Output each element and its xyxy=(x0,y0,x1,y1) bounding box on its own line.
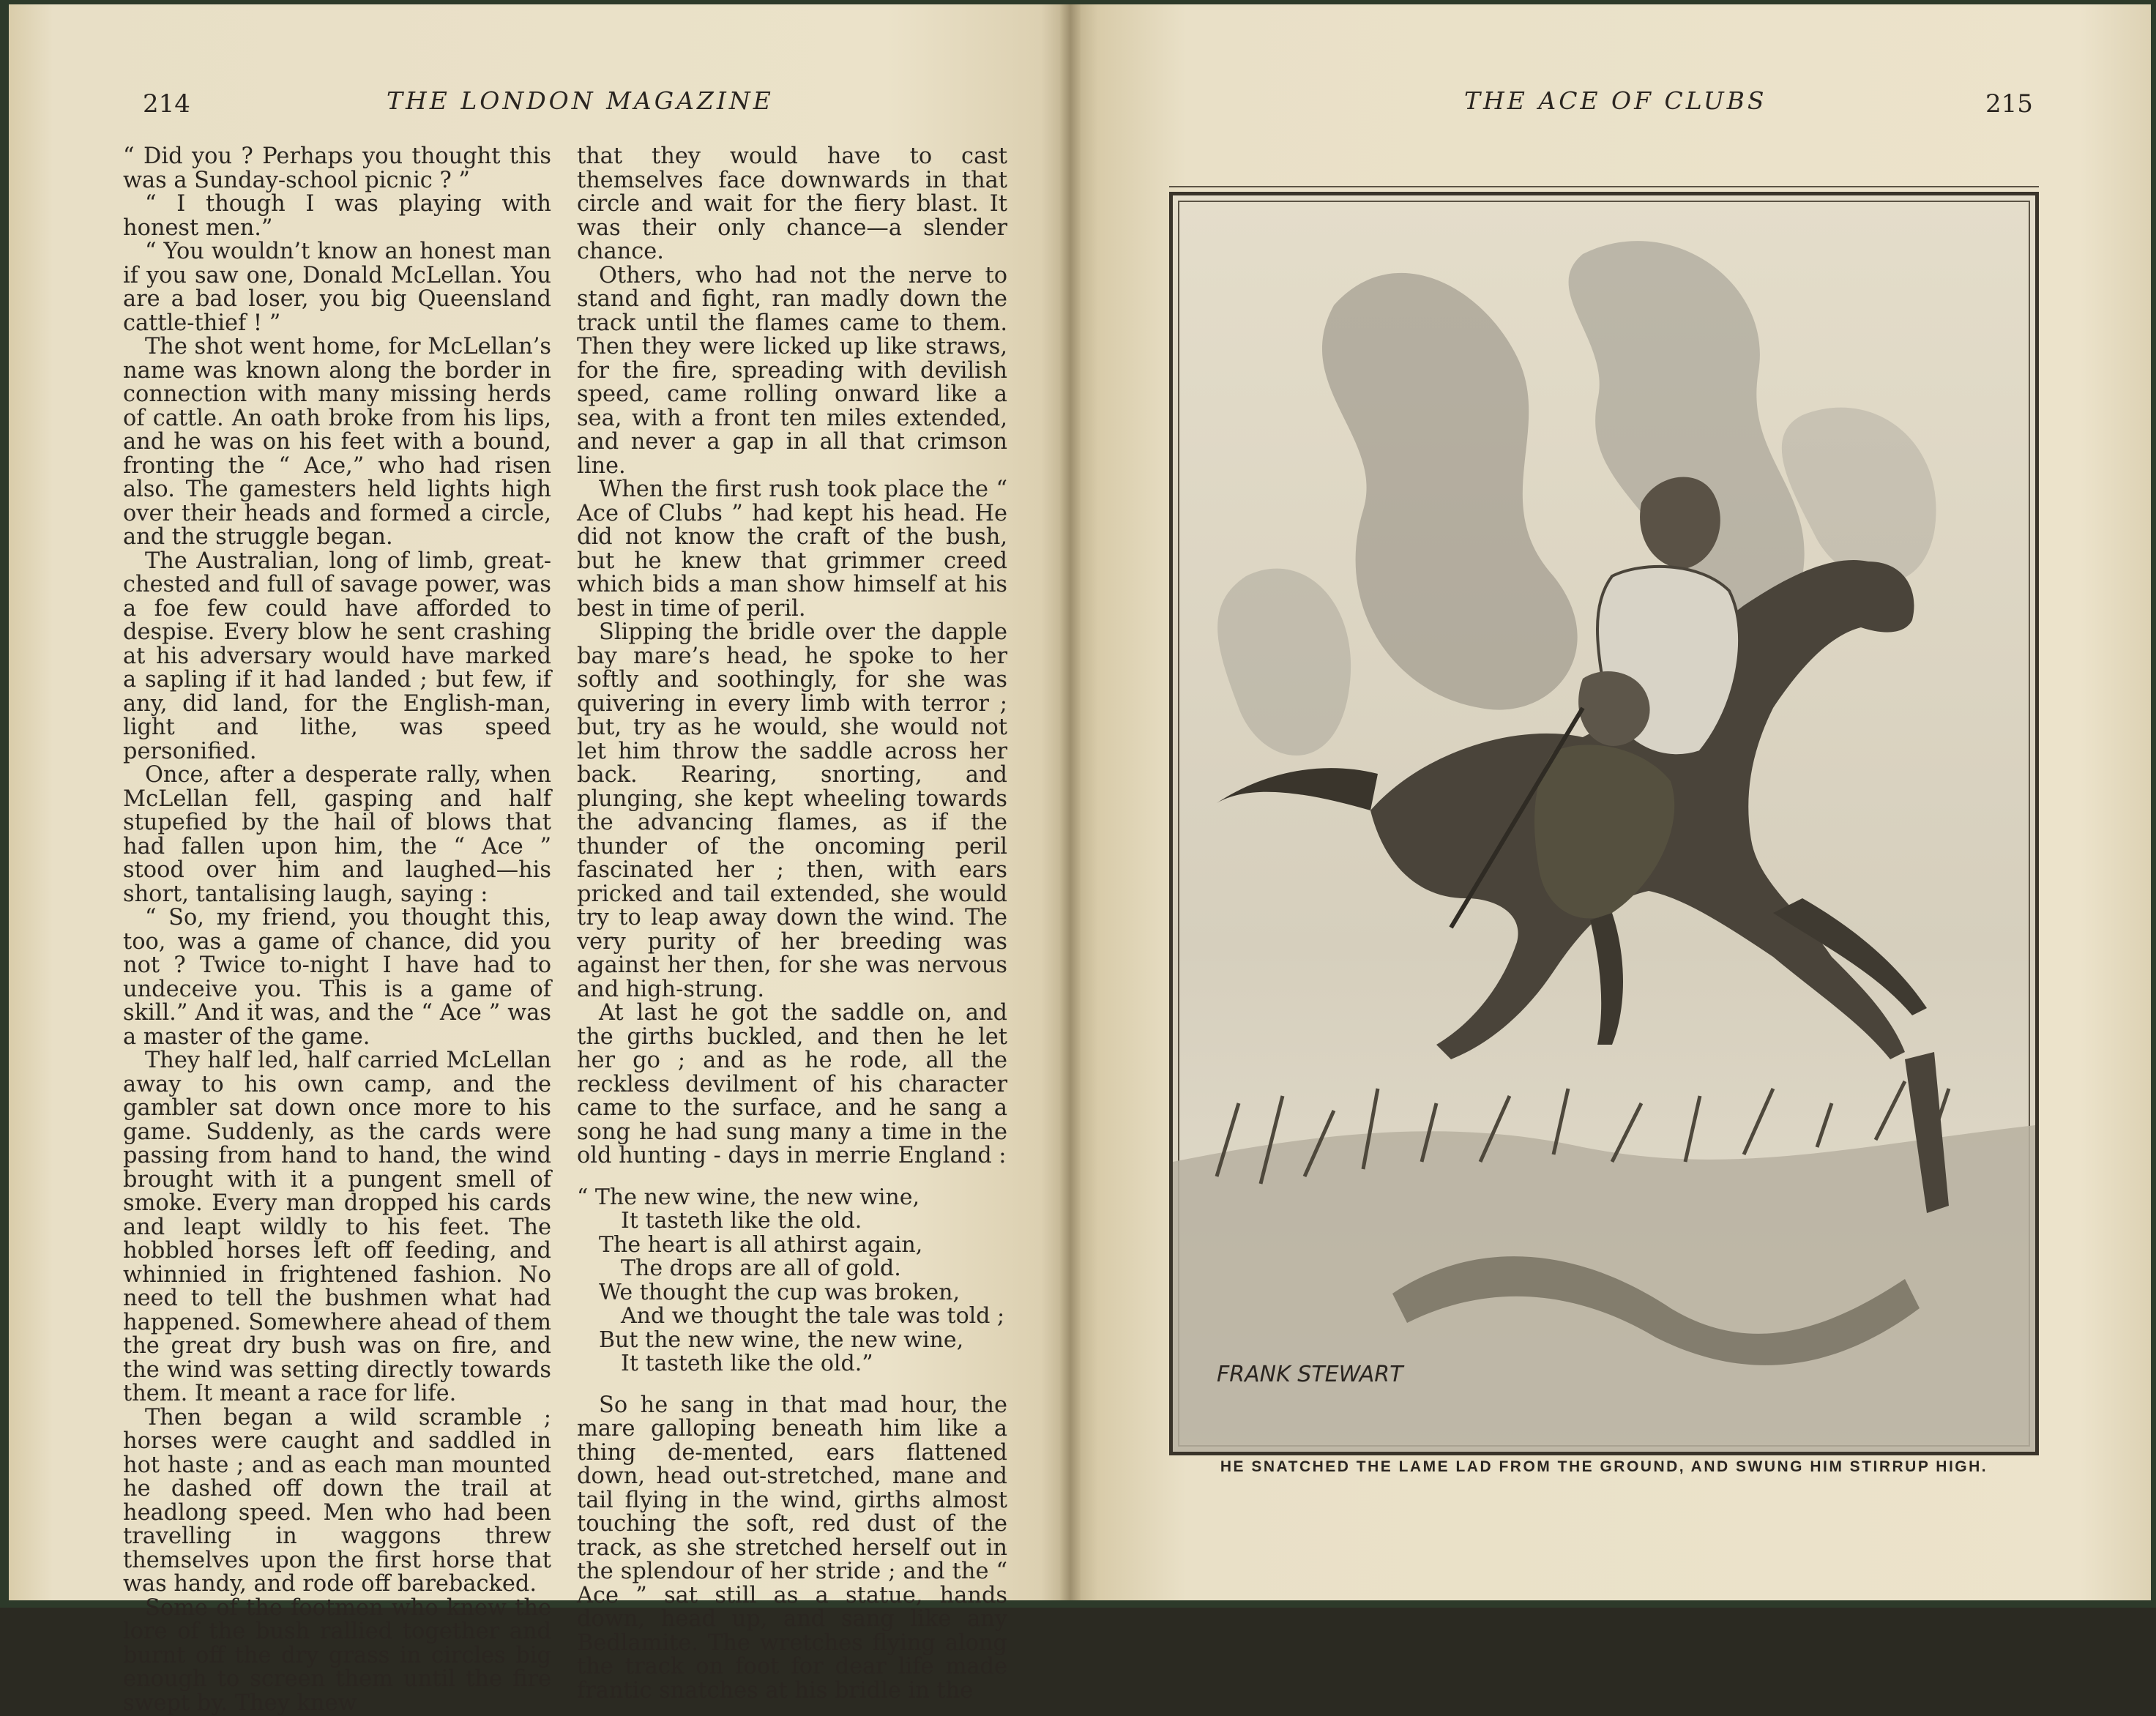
paragraph: Others, who had not the nerve to stand and fight, ran madly down the track until the flames came to them. Then they were licked up like straws, for the fire, spreading with devilish speed, came rolling onward like a sea, with a front ten miles extended, and never a gap in all that crimson line. xyxy=(577,262,1007,479)
verse-line: We thought the cup was broken, xyxy=(599,1279,960,1305)
verse-line: It tasteth like the old. xyxy=(621,1208,862,1234)
horse-and-riders-illustration xyxy=(1173,195,2035,1452)
paragraph: The Australian, long of limb, great-chested and full of savage power, was a foe few could have afforded to despise. Every blow he sent crashing at his adversary would have marked a sapling if it had landed ; but few, if any, did land, for the English-man, light and lithe, was speed personified. xyxy=(123,548,551,764)
running-head-right: THE ACE OF CLUBS xyxy=(1464,86,1767,115)
verse-line: The heart is all athirst again, xyxy=(599,1231,923,1258)
plate-rule xyxy=(1169,186,2039,187)
verse-line: “ The new wine, the new wine, xyxy=(577,1184,920,1210)
paragraph: “ Did you ? Perhaps you thought this was a Sunday-school picnic ? ” xyxy=(123,143,551,193)
paragraph: that they would have to cast themselves face downwards in that circle and wait for the fiery blast. It was their only chance—a slender chance. xyxy=(577,143,1007,264)
paragraph: Then began a wild scramble ; horses were caught and saddled in hot haste ; and as each man mounted he dashed off down the trail at headlong speed. Men who had been travelling in waggons threw themselves upon the first horse that was handy, and rode off barebacked. xyxy=(123,1404,551,1597)
verse-line: The drops are all of gold. xyxy=(621,1256,901,1281)
paragraph: Once, after a desperate rally, when McLellan fell, gasping and half stupefied by the hail of blows that had fallen upon him, the “ Ace ” stood over him and laughed—his short, tantalising laugh, saying : xyxy=(123,762,551,907)
verse-line: But the new wine, the new wine, xyxy=(599,1327,964,1353)
text-column-1 xyxy=(123,145,551,1715)
song-verse xyxy=(577,1186,1007,1376)
paragraph: When the first rush took place the “ Ace of Clubs ” had kept his head. He did not know the craft of the bush, but he knew that grimmer creed which bids a man show himself at his best in time of peril. xyxy=(577,477,1007,622)
paragraph: They half led, half carried McLellan away to his own camp, and the gambler sat down once more to his game. Suddenly, as the cards were passing from hand to hand, the wind brought with it a pungent smell of smoke. Every man dropped his cards and leapt wildly to his feet. The hobbled horses left off feeding, and whinnied in frightened fashion. No need to tell the bushmen what had happened. Somewhere ahead of them the great dry bush was on fire, and the wind was setting directly towards them. It meant a race for life. xyxy=(123,1048,551,1406)
verse-line: It tasteth like the old.” xyxy=(621,1351,873,1376)
paragraph: At last he got the saddle on, and the girths buckled, and then he let her go ; and as he rode, all the reckless devilment of his character came to the surface, and he sang a song he had sung many a time in the old hunting - days in merrie England : xyxy=(577,1000,1007,1168)
verse-line: And we thought the tale was told ; xyxy=(621,1303,1005,1329)
book-gutter xyxy=(1060,4,1081,1600)
paragraph: The shot went home, for McLellan’s name was known along the border in connection with many missing herds of cattle. An oath broke from his lips, and he was on his feet with a bound, fronting the “ Ace,” who had risen also. The gamesters held lights high over their heads and formed a circle, and the struggle began. xyxy=(123,334,551,550)
illustration-plate xyxy=(1169,192,2039,1455)
page-number-left: 214 xyxy=(143,89,190,119)
illustration-caption: HE SNATCHED THE LAME LAD FROM THE GROUND, AND SWUNG HIM STIRRUP HIGH. xyxy=(1220,1458,1988,1475)
paragraph: Some of the footmen who knew the lore of the bush rallied together and burnt off the dry grass in circles big enough to screen them until the fire swept by. They knew xyxy=(123,1594,551,1716)
artist-signature: FRANK STEWART xyxy=(1217,1362,1403,1387)
text-column-2 xyxy=(577,145,1007,1703)
page-number-right: 215 xyxy=(1985,89,2033,119)
paragraph: Slipping the bridle over the dapple bay mare’s head, he spoke to her softly and soothingly, for she was quivering in every limb with terror ; but, try as he would, she would not let him throw the saddle across her back. Rearing, snorting, and plunging, she kept wheeling towards the advancing flames, as if the thunder of the oncoming peril fascinated her ; then, with ears pricked and tail extended, she would try to leap away down the wind. The very purity of her breeding was against her then, for she was nervous and high-strung. xyxy=(577,619,1007,1002)
paragraph: So he sang in that mad hour, the mare galloping beneath him like a thing de-mented, ears flattened down, head out-stretched, mane and tail flying in the wind, girths almost touching the soft, red dust of the track, as she stretched herself out in the splendour of her stride ; and the “ Ace ” sat still as a statue, hands down, head up, and sang like any Bedlamite. The wretches flying along the track on foot for dear life made frantic snatches at his bridle in the xyxy=(577,1392,1007,1704)
running-head-left: THE LONDON MAGAZINE xyxy=(387,86,774,115)
paragraph: “ You wouldn’t know an honest man if you saw one, Donald McLellan. You are a bad loser, you big Queensland cattle-thief ! ” xyxy=(123,239,551,336)
paragraph: “ I though I was playing with honest men.” xyxy=(123,191,551,241)
paragraph: “ So, my friend, you thought this, too, was a game of chance, did you not ? Twice to-night I have had to undeceive you. This is a game of skill.” And it was, and the “ Ace ” was a master of the game. xyxy=(123,905,551,1050)
